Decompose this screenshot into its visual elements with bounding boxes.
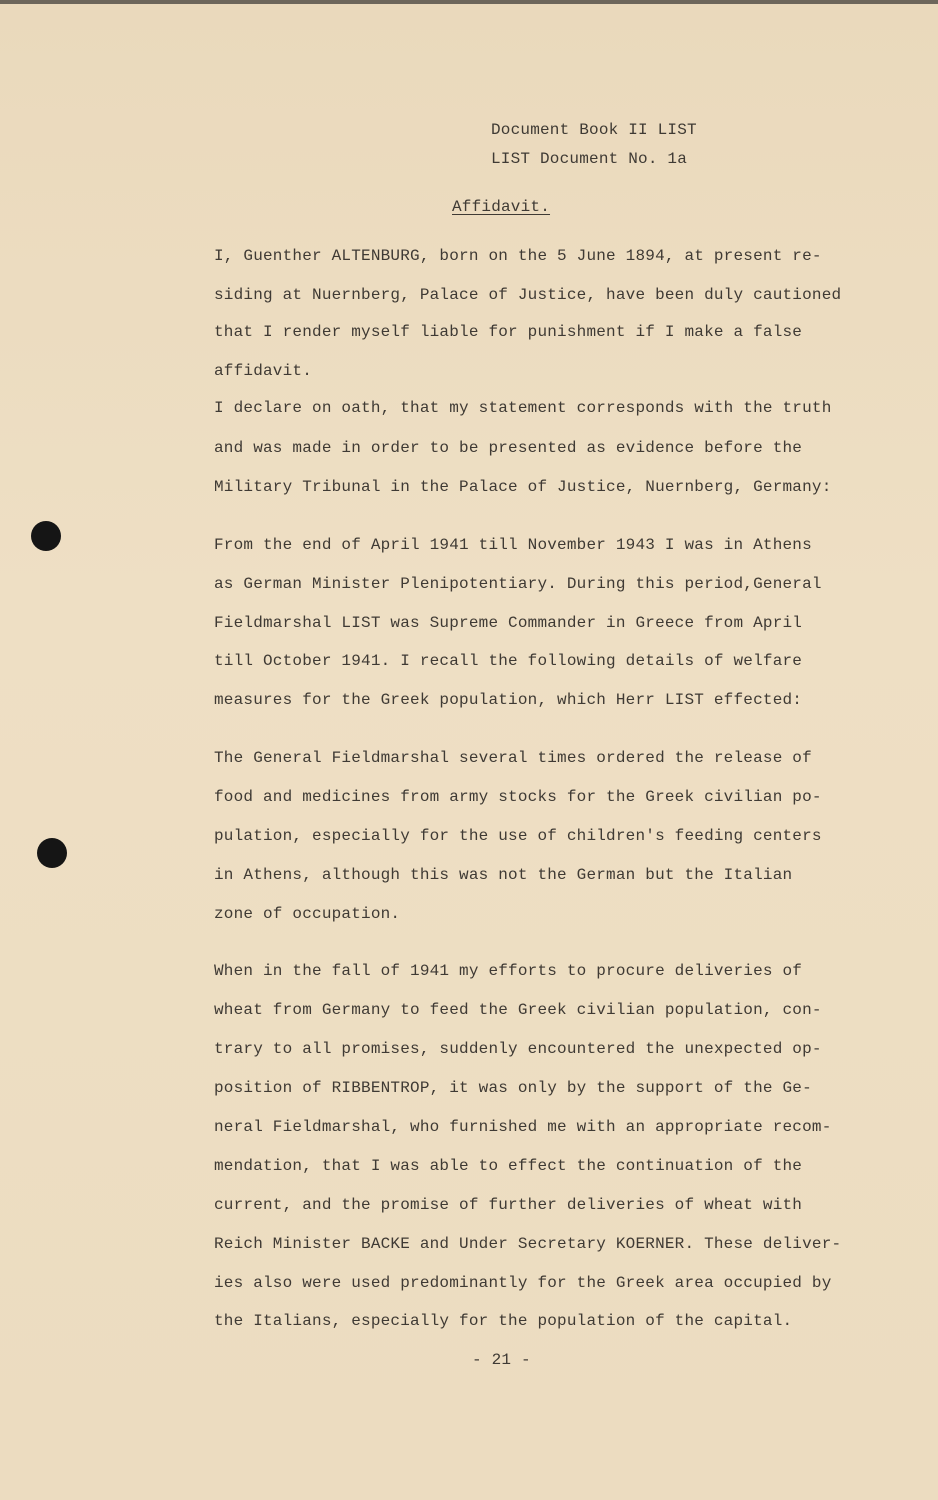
scan-top-edge [0,0,938,4]
paragraph-5-line-7: current, and the promise of further deliveries of wheat with [214,1196,803,1214]
paragraph-4-line-5: zone of occupation. [214,905,401,923]
paragraph-5-line-1: When in the fall of 1941 my efforts to procure deliveries of [214,962,803,980]
paragraph-4-line-1: The General Fieldmarshal several times ordered the release of [214,749,812,767]
paragraph-3-line-1: From the end of April 1941 till November 1943 I was in Athens [214,536,812,554]
paragraph-5-line-9: ies also were used predominantly for the Greek area occupied by [214,1274,832,1292]
paragraph-3-line-4: till October 1941. I recall the following details of welfare [214,652,803,670]
paragraph-2-line-3: Military Tribunal in the Palace of Justice, Nuernberg, Germany: [214,478,832,496]
paragraph-3-line-5: measures for the Greek population, which Herr LIST effected: [214,691,803,709]
punch-hole-upper [31,521,61,551]
paragraph-5-line-5: neral Fieldmarshal, who furnished me with an appropriate recom- [214,1118,832,1136]
document-number: LIST Document No. 1a [491,150,688,168]
paragraph-5-line-4: position of RIBBENTROP, it was only by the support of the Ge- [214,1079,812,1097]
paragraph-5-line-10: the Italians, especially for the population of the capital. [214,1312,793,1330]
paragraph-5-line-3: trary to all promises, suddenly encountered the unexpected op- [214,1040,822,1058]
paragraph-1-line-2: siding at Nuernberg, Palace of Justice, have been duly cautioned [214,286,842,304]
document-title: Affidavit. [452,198,551,216]
paragraph-4-line-2: food and medicines from army stocks for the Greek civilian po- [214,788,822,806]
punch-hole-lower [37,838,67,868]
paragraph-5-line-6: mendation, that I was able to effect the continuation of the [214,1157,803,1175]
paragraph-5-line-8: Reich Minister BACKE and Under Secretary KOERNER. These deliver- [214,1235,842,1253]
paragraph-1-line-3: that I render myself liable for punishment if I make a false [214,323,803,341]
document-book-reference: Document Book II LIST [491,121,697,139]
paragraph-2-line-2: and was made in order to be presented as evidence before the [214,439,803,457]
page-number: - 21 - [472,1351,531,1369]
paragraph-5-line-2: wheat from Germany to feed the Greek civilian population, con- [214,1001,822,1019]
paragraph-3-line-3: Fieldmarshal LIST was Supreme Commander in Greece from April [214,614,803,632]
paragraph-3-line-2: as German Minister Plenipotentiary. During this period,General [214,575,822,593]
paragraph-1-line-1: I, Guenther ALTENBURG, born on the 5 June 1894, at present re- [214,247,822,265]
paragraph-4-line-4: in Athens, although this was not the German but the Italian [214,866,793,884]
paragraph-2-line-1: I declare on oath, that my statement corresponds with the truth [214,399,832,417]
paragraph-4-line-3: pulation, especially for the use of children's feeding centers [214,827,822,845]
paragraph-1-line-4: affidavit. [214,362,313,380]
